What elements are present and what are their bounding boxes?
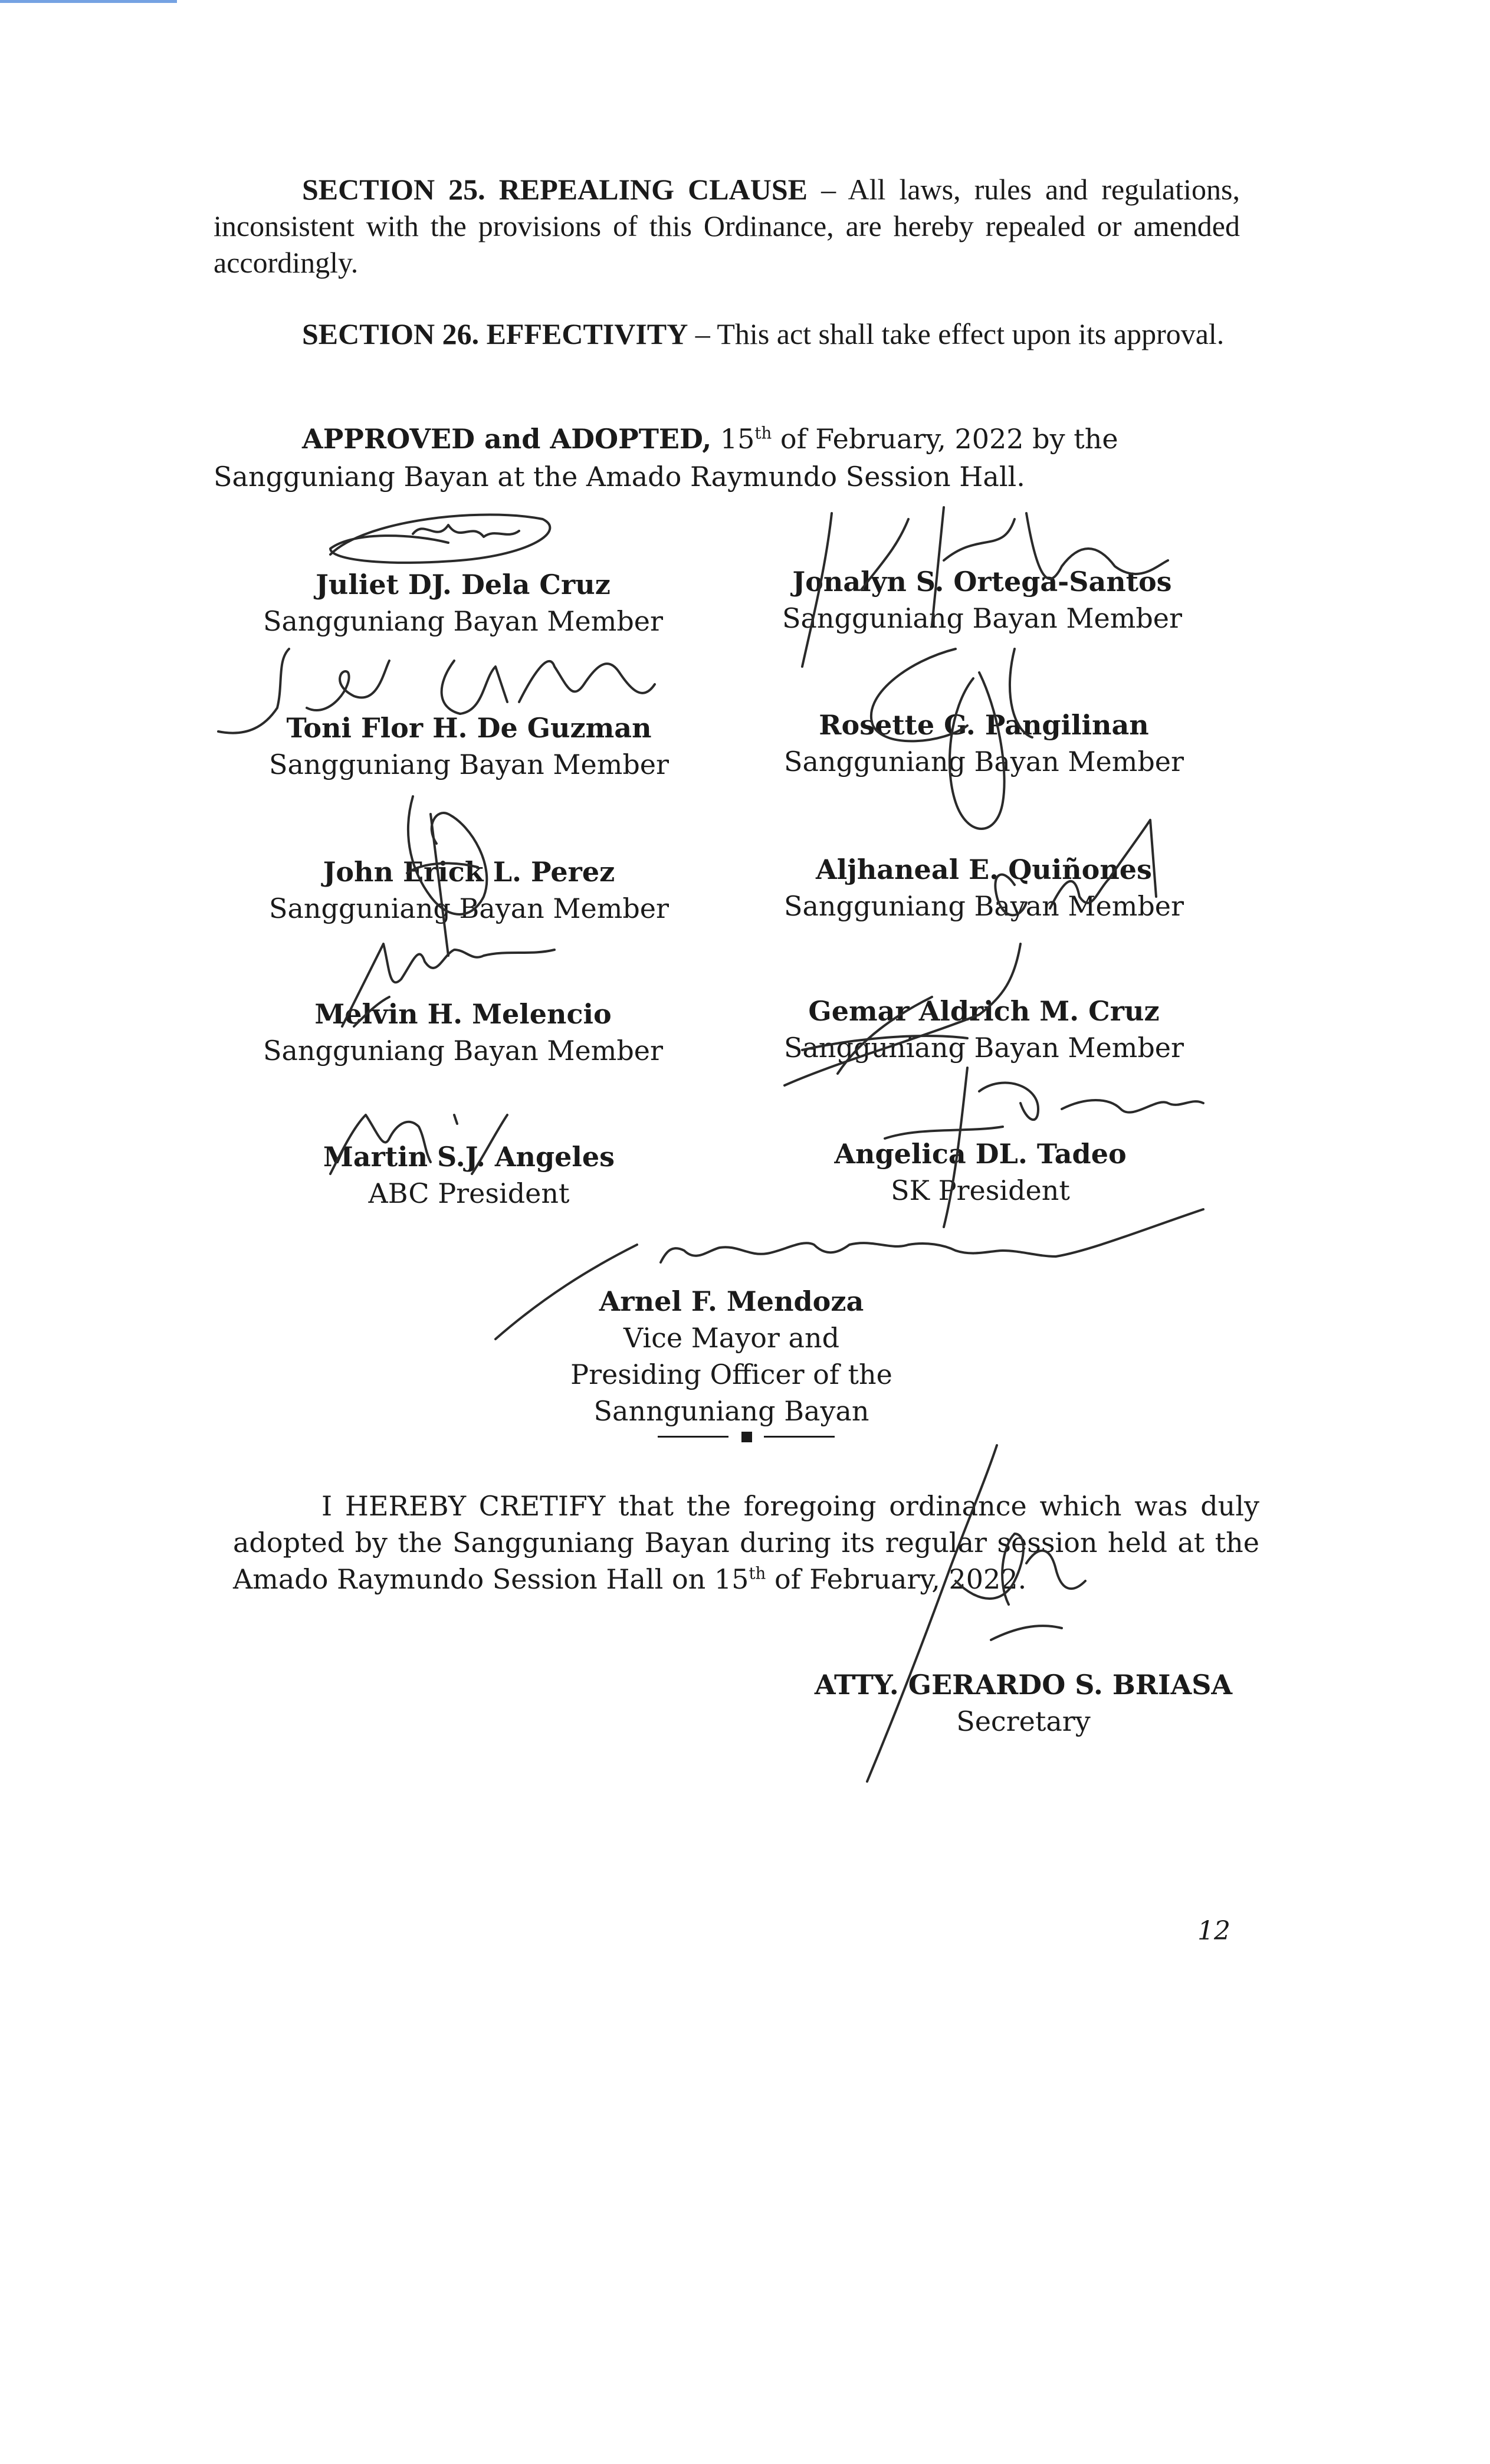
signatory-title: Sangguniang Bayan Member — [782, 602, 1183, 634]
signatory-name: Angelica DL. Tadeo — [834, 1138, 1127, 1170]
signatory-name: Melvin H. Melencio — [314, 998, 612, 1030]
signatory-block — [740, 563, 1224, 636]
signatory-block — [227, 1139, 711, 1212]
presiding-officer-title-2: Presiding Officer of the Sannguniang Bayan — [570, 1359, 892, 1427]
approval-heading: APPROVED and ADOPTED, — [302, 423, 712, 455]
signatory-title: Sangguniang Bayan Member — [262, 605, 664, 637]
signatory-title: Sangguniang Bayan Member — [268, 749, 669, 780]
signatory-title: Sangguniang Bayan Member — [262, 1035, 664, 1067]
signatory-title: Sangguniang Bayan Member — [268, 893, 669, 924]
certification-day-suffix: th — [749, 1563, 766, 1583]
signatory-name: Juliet DJ. Dela Cruz — [316, 569, 611, 601]
approval-day-suffix: th — [754, 423, 772, 443]
scan-edge-mark — [0, 0, 177, 3]
certification-lead: I HEREBY CRETIFY that the foregoing ordinance which was duly adopted by the Sangguniang Bayan during its regular session held at the Amado Raymundo Session Hall on — [233, 1490, 1259, 1595]
signatory-name: Toni Flor H. De Guzman — [286, 712, 652, 744]
signatory-block — [227, 710, 711, 783]
presiding-officer-block — [484, 1283, 979, 1429]
certification-tail: of February, 2022. — [766, 1563, 1027, 1595]
signatory-title: SK President — [891, 1174, 1070, 1206]
signatory-title: Sangguniang Bayan Member — [783, 890, 1184, 922]
signatory-block — [221, 566, 705, 639]
presiding-officer-title-1: Vice Mayor and — [623, 1322, 840, 1354]
signature-dela-cruz — [330, 515, 550, 563]
signatory-block — [221, 996, 705, 1069]
section-26-heading: SECTION 26. EFFECTIVITY — [302, 317, 688, 350]
section-25-paragraph — [214, 171, 1240, 281]
section-25-text: – All laws, rules and regulations, inconsistent with the provisions of this Ordinance, are hereby repealed or amended accordingly. — [214, 173, 1240, 279]
secretary-block — [779, 1666, 1268, 1740]
signatory-block — [742, 851, 1226, 924]
signatory-name: Rosette G. Pangilinan — [819, 709, 1149, 741]
section-26-text: – This act shall take effect upon its approval. — [688, 317, 1225, 350]
certification-paragraph — [233, 1488, 1259, 1597]
secretary-name: ATTY. GERARDO S. BRIASA — [814, 1669, 1233, 1701]
signatory-name: Martin S.J. Angeles — [323, 1141, 615, 1173]
signatory-name: Jonalyn S. Ortega-Santos — [792, 566, 1172, 598]
signatory-name: Aljhaneal E. Quiñones — [816, 854, 1152, 885]
secretary-title: Secretary — [956, 1705, 1091, 1737]
signatory-block — [739, 1136, 1222, 1209]
approval-day: 15 — [720, 423, 755, 455]
section-25-heading: SECTION 25. REPEALING CLAUSE — [302, 173, 808, 206]
signatory-block — [742, 993, 1226, 1066]
signatory-name: Gemar Aldrich M. Cruz — [808, 995, 1160, 1027]
signatory-title: ABC President — [368, 1177, 570, 1209]
signatory-name: John Erick L. Perez — [323, 856, 615, 888]
approval-rest: of February, 2022 by the Sangguniang Bayan at the Amado Raymundo Session Hall. — [214, 423, 1118, 493]
signatory-block — [742, 707, 1226, 780]
presiding-officer-name: Arnel F. Mendoza — [599, 1285, 864, 1317]
certification-day: 15 — [714, 1563, 749, 1595]
section-26-paragraph — [214, 316, 1240, 352]
section-divider — [658, 1428, 841, 1445]
signatory-title: Sangguniang Bayan Member — [783, 1032, 1184, 1064]
signatory-block — [227, 854, 711, 927]
page-number: 12 — [1197, 1916, 1230, 1946]
approval-statement — [214, 420, 1240, 496]
signatory-title: Sangguniang Bayan Member — [783, 746, 1184, 777]
